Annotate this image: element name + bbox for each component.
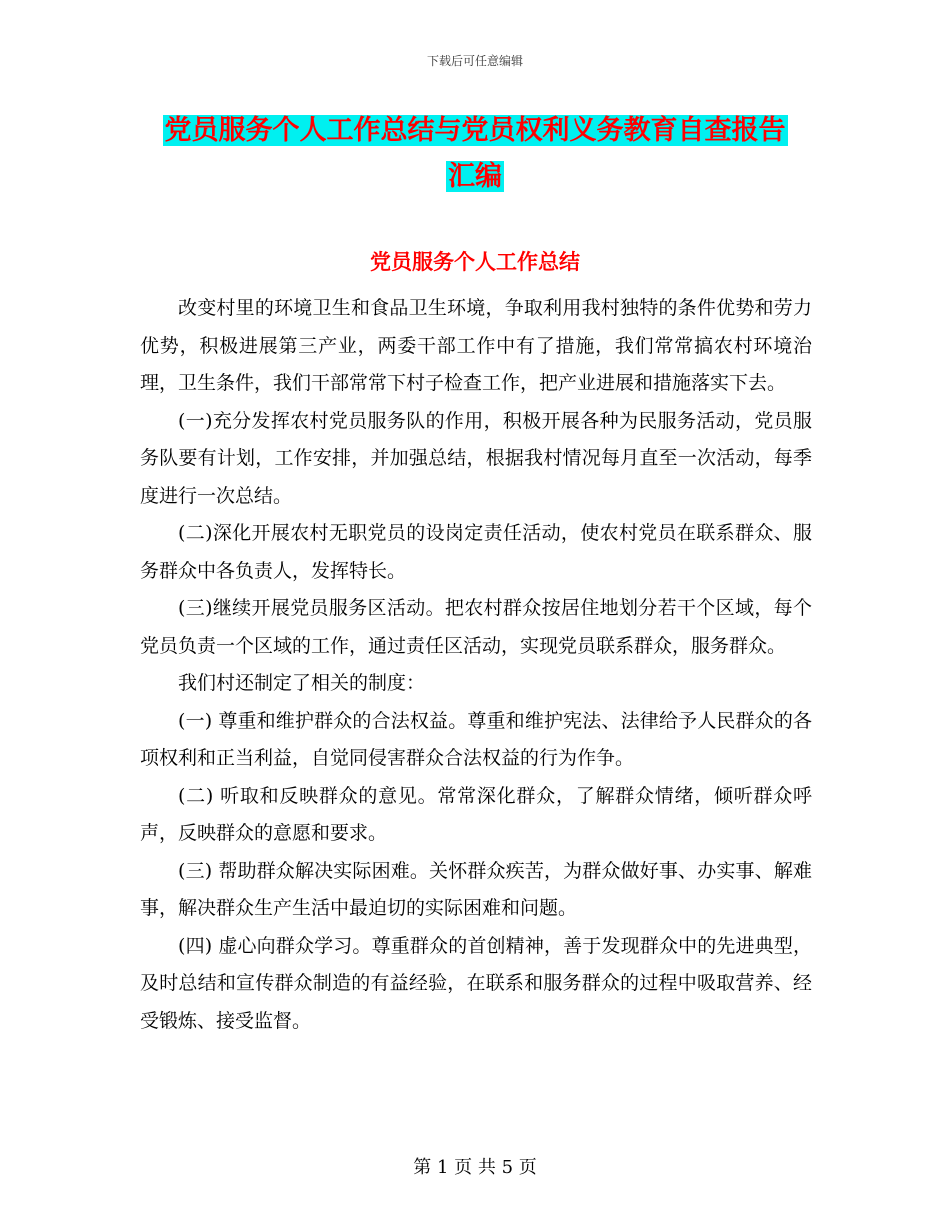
- header-note: 下载后可任意编辑: [426, 54, 523, 68]
- paragraph: (四) 虚心向群众学习。尊重群众的首创精神，善于发现群众中的先进典型，及时总结和宣传群众制造的有益经验，在联系和服务群众的过程中吸取营养、经受锻炼、接受监督。: [140, 934, 812, 1032]
- paragraph: (三)继续开展党员服务区活动。把农村群众按居住地划分若干个区域，每个党员负责一个区域的工作，通过责任区活动，实现党员联系群众，服务群众。: [140, 597, 812, 657]
- paragraph: 改变村里的环境卫生和食品卫生环境，争取利用我村独特的条件优势和劳力优势，积极进展第三产业，两委干部工作中有了措施，我们常常搞农村环境治理，卫生条件，我们干部常常下村子检查工作，把产业进展和措施落实下去。: [140, 297, 812, 394]
- title-line-2: 汇编: [448, 161, 502, 192]
- page-footer: 第 1 页 共 5 页: [413, 1157, 537, 1178]
- paragraph: (二) 听取和反映群众的意见。常常深化群众，了解群众情绪，倾听群众呼声，反映群众的意愿和要求。: [140, 784, 812, 844]
- paragraph: (三) 帮助群众解决实际困难。关怀群众疾苦，为群众做好事、办实事、解难事，解决群众生产生活中最迫切的实际困难和问题。: [140, 859, 812, 919]
- paragraph: (二)深化开展农村无职党员的设岗定责任活动，使农村党员在联系群众、服务群众中各负责人，发挥特长。: [140, 522, 812, 582]
- document-body: [140, 290, 812, 1040]
- paragraph: (一)充分发挥农村党员服务队的作用，积极开展各种为民服务活动，党员服务队要有计划，工作安排，并加强总结，根据我村情况每月直至一次活动，每季度进行一次总结。: [140, 409, 812, 507]
- paragraph: (一) 尊重和维护群众的合法权益。尊重和维护宪法、法律给予人民群众的各项权利和正当利益，自觉同侵害群众合法权益的行为作争。: [140, 709, 812, 769]
- title-line-1: 党员服务个人工作总结与党员权利义务教育自查报告: [164, 115, 786, 146]
- paragraph: 我们村还制定了相关的制度：: [178, 672, 426, 694]
- section-title: 党员服务个人工作总结: [370, 250, 580, 274]
- document-title: [140, 108, 810, 200]
